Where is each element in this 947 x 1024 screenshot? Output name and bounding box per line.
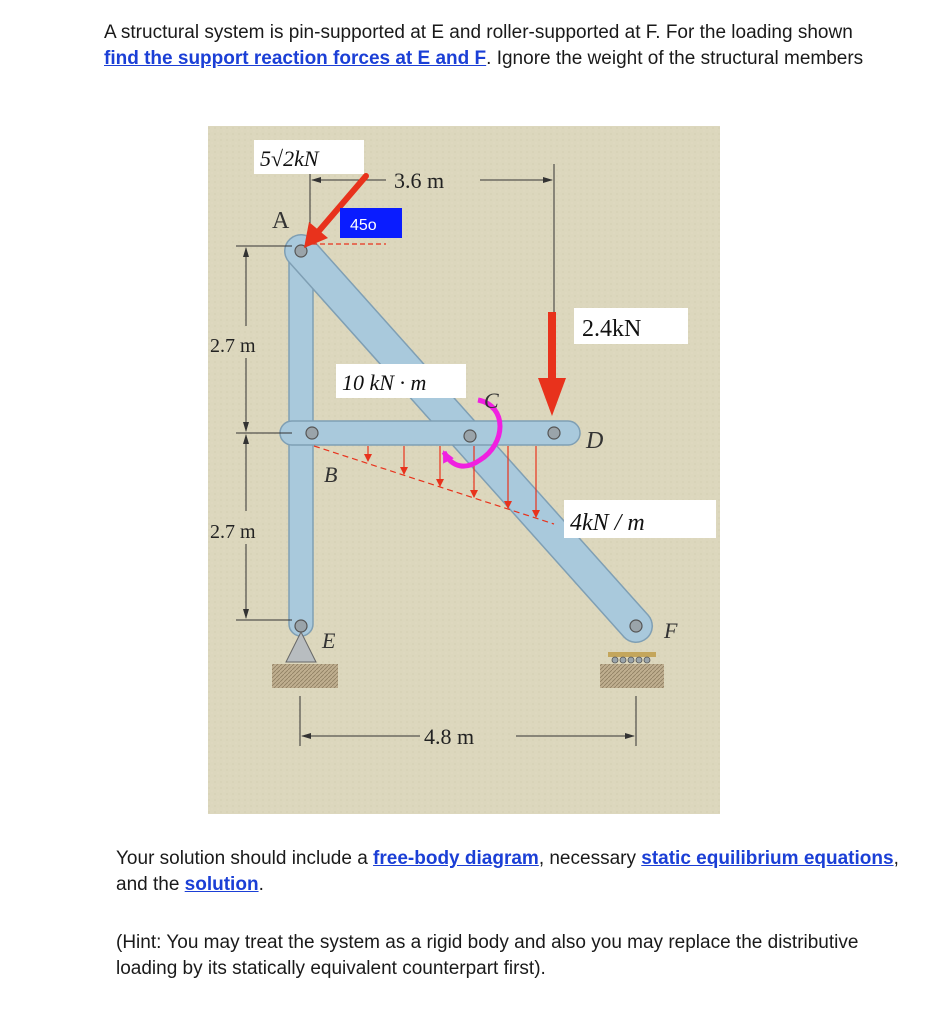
label-a: A xyxy=(272,208,290,234)
member-bd xyxy=(280,421,580,445)
ground-f xyxy=(600,664,664,688)
solution-requirements xyxy=(116,846,906,898)
label-b: B xyxy=(324,462,338,487)
load-d-label: 2.4kN xyxy=(582,316,642,342)
distributed-load-label: 4kN / m xyxy=(570,510,645,536)
roller-support-f xyxy=(608,652,656,663)
pin-d xyxy=(548,427,560,439)
label-c: C xyxy=(484,388,499,413)
problem-statement xyxy=(104,20,864,72)
dimension-lower-label: 2.7 m xyxy=(210,521,256,543)
structure-figure xyxy=(208,126,720,814)
dimension-bottom-label: 4.8 m xyxy=(424,724,475,749)
moment-label: 10 kN · m xyxy=(342,370,427,395)
equations-highlight: static equilibrium equations xyxy=(641,848,894,869)
requirements-text-3: , and the xyxy=(116,848,899,895)
solution-highlight: solution xyxy=(184,874,259,895)
requirements-text: Your solution should include a xyxy=(116,848,374,869)
dimension-upper-label: 2.7 m xyxy=(210,335,256,357)
statement-text-end: . Ignore the weight of the structural members xyxy=(486,48,864,69)
ground-e xyxy=(272,664,338,688)
label-e: E xyxy=(322,628,336,653)
pin-c xyxy=(464,430,476,442)
fbd-highlight: free-body diagram xyxy=(373,848,539,869)
dimension-top-label: 3.6 m xyxy=(394,168,445,193)
statement-text: A structural system is pin-supported at E and roller-supported at F. For the loading shown xyxy=(104,22,853,43)
requirements-text-end: . xyxy=(258,874,264,895)
pin-e xyxy=(295,620,307,632)
pin-b xyxy=(306,427,318,439)
label-d: D xyxy=(586,428,604,454)
label-f: F xyxy=(664,618,678,643)
hint-text: (Hint: You may treat the system as a rigid body and also you may replace the distributive loading by its statically equivalent counterpart first). xyxy=(116,932,859,979)
requirements-text-2: , necessary xyxy=(538,848,642,869)
task-highlight: find the support reaction forces at E and F xyxy=(104,48,487,69)
load-a-label: 5√2kN xyxy=(260,146,319,171)
pin-f xyxy=(630,620,642,632)
angle-label: 45o xyxy=(350,217,377,234)
